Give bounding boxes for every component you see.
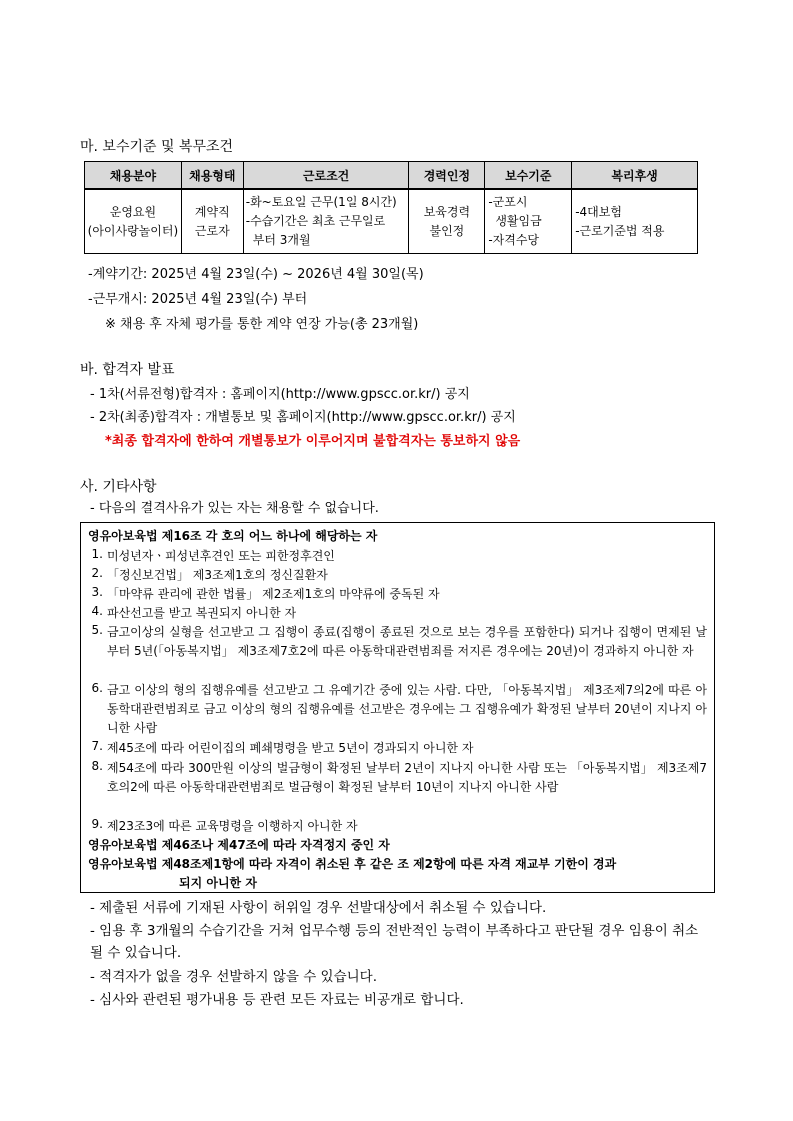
item-number: 7. — [91, 739, 103, 753]
box-line-revocation-cont: 되지 아니한 자 — [179, 876, 257, 890]
item-number: 8. — [91, 759, 103, 773]
section-ma-heading: 마. 보수기준 및 복무조건 — [80, 139, 234, 155]
cell-conditions — [243, 189, 409, 254]
list-item: 금고이상의 실형을 선고받고 그 집행이 종료(집행이 종료된 것으로 보는 경우를 포함한다) 되거나 집행이 면제된 날부터 5년(「아동복지법」 제3조제7호2에 따른 아동학대관련범죄를 저지른 경우에는 20년)이 경과하지 아니한 자 — [107, 625, 707, 658]
disqualification-box — [80, 522, 715, 893]
bullet-item: - 적격자가 없을 경우 선발하지 않을 수 있습니다. — [90, 969, 377, 985]
cell-line: (아이사랑놀이터) — [87, 223, 179, 238]
cell-line: -수습기간은 최초 근무일로 — [245, 214, 386, 228]
table-header: 채용분야 — [85, 162, 182, 190]
list-item: 파산선고를 받고 복권되지 아니한 자 — [107, 606, 297, 620]
cell-line: 생활임금 — [495, 214, 542, 228]
item-number: 5. — [91, 623, 103, 637]
box-title: 영유아보육법 제16조 각 호의 어느 하나에 해당하는 자 — [88, 529, 378, 543]
table-header: 복리후생 — [572, 162, 698, 190]
cell-line: 보육경력 — [423, 204, 471, 219]
cell-line: -화~토요일 근무(1일 8시간) — [245, 195, 397, 209]
section-ba-heading: 바. 합격자 발표 — [80, 362, 175, 378]
section-sa-heading: 사. 기타사항 — [80, 479, 157, 495]
table-header: 근로조건 — [243, 162, 409, 190]
cell-welfare — [572, 189, 698, 254]
list-item: 제45조에 따라 어린이집의 폐쇄명령을 받고 5년이 경과되지 아니한 자 — [107, 741, 474, 755]
table-header-row — [85, 162, 698, 190]
cell-line: 부터 3개월 — [252, 233, 311, 247]
cell-line: 계약직 — [194, 204, 230, 219]
cell-line: -근로기준법 적용 — [575, 223, 665, 238]
cell-line: -자격수당 — [488, 233, 540, 247]
cell-line: 불인정 — [429, 223, 465, 238]
cell-pay — [485, 189, 572, 254]
list-item: 제23조3에 따른 교육명령을 이행하지 아니한 자 — [107, 819, 358, 833]
extension-note: ※ 채용 후 자체 평가를 통한 계약 연장 가능(총 23개월) — [105, 317, 419, 332]
cell-line: -군포시 — [488, 195, 528, 209]
bullet-item: - 임용 후 3개월의 수습기간을 거쳐 업무수행 등의 전반적인 능력이 부족하다고 판단될 경우 임용이 취소될 수 있습니다. — [90, 923, 699, 961]
list-item: 제54조에 따라 300만원 이상의 벌금형이 확정된 날부터 2년이 지나지 아니한 사람 또는 「아동복지법」 제3조제7호의2에 따른 아동학대관련범죄로 벌금형이 확정된 날부터 10년이 지나지 아니한 사람 — [107, 761, 707, 794]
box-line-suspension: 영유아보육법 제46조나 제47조에 따라 자격정지 중인 자 — [88, 838, 390, 852]
item-number: 3. — [91, 585, 103, 599]
table-header: 채용형태 — [181, 162, 243, 190]
table-header: 보수기준 — [485, 162, 572, 190]
cell-field — [85, 189, 182, 254]
box-line-revocation: 영유아보육법 제48조제1항에 따라 자격이 취소된 후 같은 조 제2항에 따른 자격 재교부 기한이 경과 — [88, 857, 617, 871]
cell-line: 근로자 — [194, 223, 230, 238]
list-item: 금고 이상의 형의 집행유예를 선고받고 그 유예기간 중에 있는 사람. 다만, 「아동복지법」 제3조제7의2에 따른 아동학대관련범죄로 금고 이상의 형의 집행유예를 선고받은 경우에는 그 집행유예가 확정된 날부터 20년이 지나지 아니한 사람 — [107, 683, 707, 735]
disqualification-intro: - 다음의 결격사유가 있는 자는 채용할 수 없습니다. — [90, 501, 379, 516]
table-row — [85, 189, 698, 254]
cell-line: -4대보험 — [575, 204, 622, 219]
item-number: 2. — [91, 566, 103, 580]
cell-career — [409, 189, 485, 254]
first-round-result: - 1차(서류전형)합격자 : 홈페이지(http://www.gpscc.or.kr/) 공지 — [90, 387, 470, 402]
item-number: 4. — [91, 604, 103, 618]
final-notice: *최종 합격자에 한하여 개별통보가 이루어지며 불합격자는 통보하지 않음 — [105, 434, 521, 449]
start-date: -근무개시: 2025년 4월 23일(수) 부터 — [88, 292, 308, 307]
contract-period: -계약기간: 2025년 4월 23일(수) ~ 2026년 4월 30일(목) — [88, 267, 424, 282]
list-item: 미성년자ㆍ피성년후견인 또는 피한정후견인 — [107, 549, 335, 563]
list-item: 「마약류 관리에 관한 법률」 제2조제1호의 마약류에 중독된 자 — [107, 587, 440, 601]
list-item: 「정신보건법」 제3조제1호의 정신질환자 — [107, 568, 328, 582]
bullet-item: - 심사와 관련된 평가내용 등 관련 모든 자료는 비공개로 합니다. — [90, 992, 464, 1008]
item-number: 1. — [91, 547, 103, 561]
bullet-item: - 제출된 서류에 기재된 사항이 허위일 경우 선발대상에서 취소될 수 있습니다. — [90, 900, 547, 916]
cell-line: 운영요원 — [109, 204, 157, 219]
item-number: 9. — [91, 817, 103, 831]
second-round-result: - 2차(최종)합격자 : 개별통보 및 홈페이지(http://www.gpscc.or.kr/) 공지 — [90, 410, 516, 425]
table-header: 경력인정 — [409, 162, 485, 190]
cell-type — [181, 189, 243, 254]
pay-conditions-table — [84, 161, 698, 254]
item-number: 6. — [91, 681, 103, 695]
